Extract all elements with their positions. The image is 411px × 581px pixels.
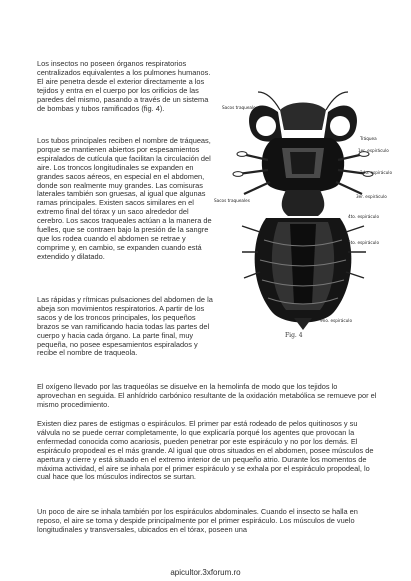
paragraph-intro: Los insectos no poseen órganos respiratorios centralizados equivalentes a los pulmones humanos. El aire penetra desde el exterior directamente a los tejidos y entra en el cuerpo por los orificios de las paredes del mismo, pasando a través de un sistema de bombas y tubos ramificados (fig. 4). <box>37 59 211 113</box>
label-9no-espiraculo: 9no. espiráculo <box>320 318 353 323</box>
label-sacos-traqueales-mid: Sacos traqueales <box>214 198 250 203</box>
footer-watermark: apicultor.3xforum.ro <box>170 568 241 577</box>
tracheal-system-figure <box>214 90 393 345</box>
label-traquea: Tráquea <box>360 136 377 141</box>
label-2do-espiraculo: 2do. espiráculo <box>360 170 393 175</box>
paragraph-spiracles: Existen diez pares de estigmas o espiráculos. El primer par está rodeado de pelos quitinosos y su válvula no se puede cerrar completamente, lo que explicaría porqué los agentes que provocan la enfermedad conocida como acariosis, pueden penetrar por este espiráculo y no por los demás. El espiráculo propodeal es el más grande. Al igual que otros situados en el abdomen, posee músculos de apertura y cierre y está situado en el extremo interior de un pequeño atrio. Durante los momentos de máxima actividad, el aire se inhala por el primer espiráculo y se exhala por el espiráculo propodeal, lo cual hace que los músculos indirectos se surtan. <box>37 419 374 482</box>
label-sacos-traqueales-top: Sacos traqueales <box>222 105 258 110</box>
paragraph-pulsations: Las rápidas y rítmicas pulsaciones del abdomen de la abeja son movimientos respiratorios. A partir de los sacos y de los troncos principales, los pequeños brazos se van ramificando hacia todas las partes del cuerpo y hacia cada órgano. La parte final, muy pequeña, no posee espesamientos espiralados y recibe el nombre de traqueola. <box>37 295 213 358</box>
paragraph-tracheae: Los tubos principales reciben el nombre de tráqueas, porque se mantienen abiertos por espesamientos espiralados de cutícula que facilitan la circulación del aire. Los troncos longitudinales se expanden en grandes sacos aéreos, en especial en el abdomen, donde son realmente muy grandes. Las comisuras laterales también son gruesas, al igual que algunas ramas principales. Existen sacos similares en el extremo final del tórax y un saco alrededor del cerebro. Los sacos traqueales actúan a la manera de fuelles, que se contraen bajo la presión de la sangre que los rodea cuando el abdomen se retrae y comprime y, en cambio, se expanden cuando está extendido y dilatado. <box>37 136 212 261</box>
label-1er-espiraculo: 1er. espiráculo <box>358 148 389 153</box>
paragraph-oxygen: El oxígeno llevado por las traqueólas se disuelve en la hemolinfa de modo que los tejidos lo aprovechan en seguida. El anhídrido carbónico resultante de la oxidación metabólica se remueve por el mismo procedimiento. <box>37 382 377 409</box>
paragraph-abdominal-air: Un poco de aire se inhala también por los espiráculos abdominales. Cuando el insecto se halla en reposo, el aire se toma y despide principalmente por el primer espiráculo. Los músculos de vuelo longitudinales y transversales, ubicados en el tórax, poseen una <box>37 507 358 534</box>
label-4to-espiraculo: 4to. espiráculo <box>348 214 380 219</box>
label-5to-espiraculo: 5to. espiráculo <box>348 240 380 245</box>
figure-caption: Fig. 4 <box>285 332 303 339</box>
label-3er-espiraculo: 3er. espiráculo <box>356 194 387 199</box>
